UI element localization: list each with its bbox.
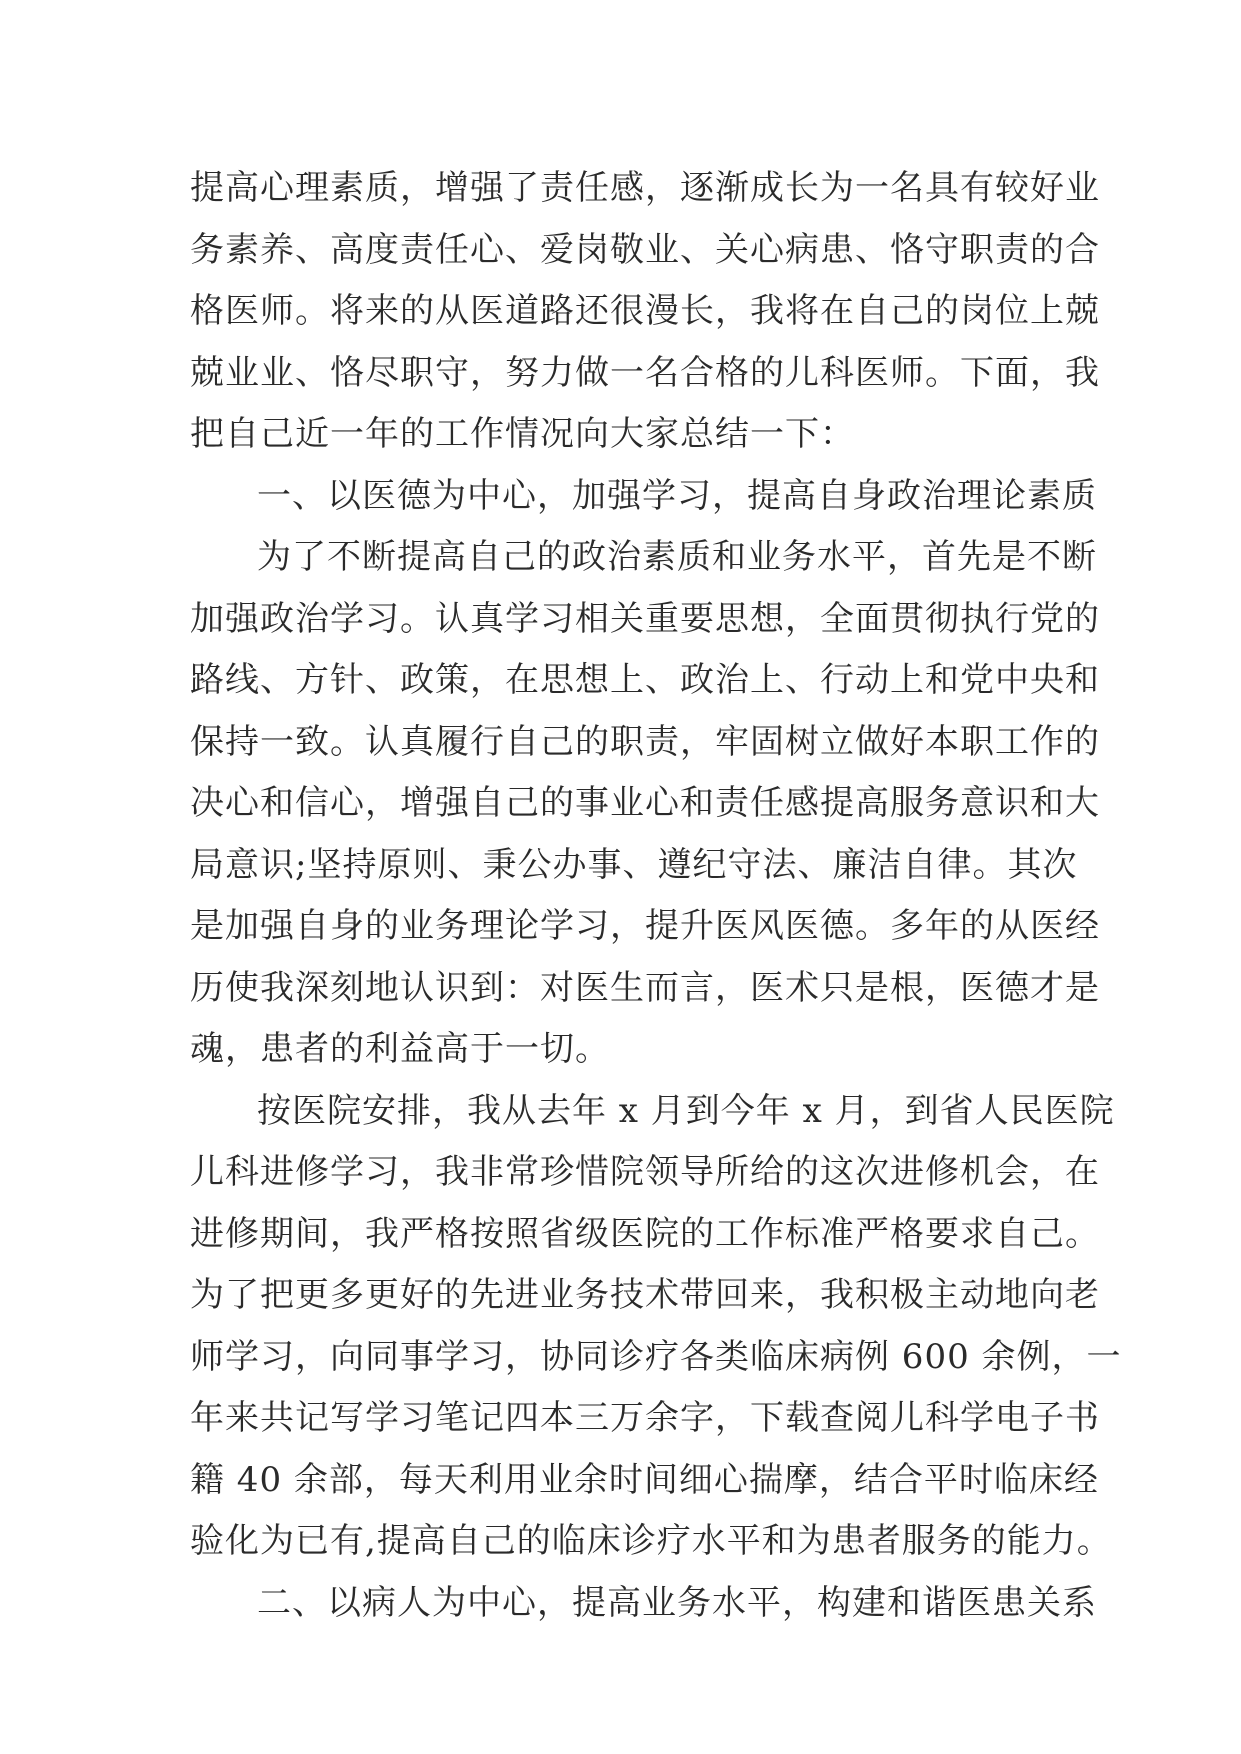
text-line: 进修期间，我严格按照省级医院的工作标准严格要求自己。 [190,1213,1100,1254]
section-heading-2: 二、以病人为中心，提高业务水平，构建和谐医患关系 [257,1582,1097,1623]
text-line: 把自己近一年的工作情况向大家总结一下： [190,414,855,454]
text-line: 提高心理素质，增强了责任感，逐渐成长为一名具有较好业 [190,168,1100,208]
text-line: 为了把更多更好的先进业务技术带回来，我积极主动地向老 [190,1275,1100,1315]
text-line: 年来共记写学习笔记四本三万余字，下载查阅儿科学电子书 [190,1398,1100,1438]
text-line: 保持一致。认真履行自己的职责，牢固树立做好本职工作的 [190,721,1100,762]
text-line: 格医师。将来的从医道路还很漫长，我将在自己的岗位上兢 [190,291,1100,331]
text-line: 魂，患者的利益高于一切。 [190,1029,610,1069]
text-line: 籍 40 余部，每天利用业余时间细心揣摩，结合平时临床经 [190,1459,1099,1500]
paragraph-start: 按医院安排，我从去年 x 月到今年 x 月，到省人民医院 [257,1090,1115,1131]
section-heading-1: 一、以医德为中心，加强学习，提高自身政治理论素质 [257,475,1097,516]
text-line: 务素养、高度责任心、爱岗敬业、关心病患、恪守职责的合 [190,229,1100,270]
text-line: 局意识;坚持原则、秉公办事、遵纪守法、廉洁自律。其次 [190,844,1078,885]
text-line: 师学习，向同事学习，协同诊疗各类临床病例 600 余例，一 [190,1336,1122,1377]
text-line: 儿科进修学习，我非常珍惜院领导所给的这次进修机会，在 [190,1152,1100,1192]
text-line: 是加强自身的业务理论学习，提升医风医德。多年的从医经 [190,906,1100,946]
text-line: 加强政治学习。认真学习相关重要思想，全面贯彻执行党的 [190,598,1100,639]
text-line: 兢业业、恪尽职守，努力做一名合格的儿科医师。下面，我 [190,352,1100,393]
text-line: 路线、方针、政策，在思想上、政治上、行动上和党中央和 [190,660,1100,700]
body-text [190,158,1122,1634]
text-line: 决心和信心，增强自己的事业心和责任感提高服务意识和大 [190,783,1100,823]
paragraph-start: 为了不断提高自己的政治素质和业务水平，首先是不断 [257,537,1097,577]
text-line: 历使我深刻地认识到：对医生而言，医术只是根，医德才是 [190,967,1100,1008]
text-line: 验化为已有,提高自己的临床诊疗水平和为患者服务的能力。 [190,1521,1112,1561]
